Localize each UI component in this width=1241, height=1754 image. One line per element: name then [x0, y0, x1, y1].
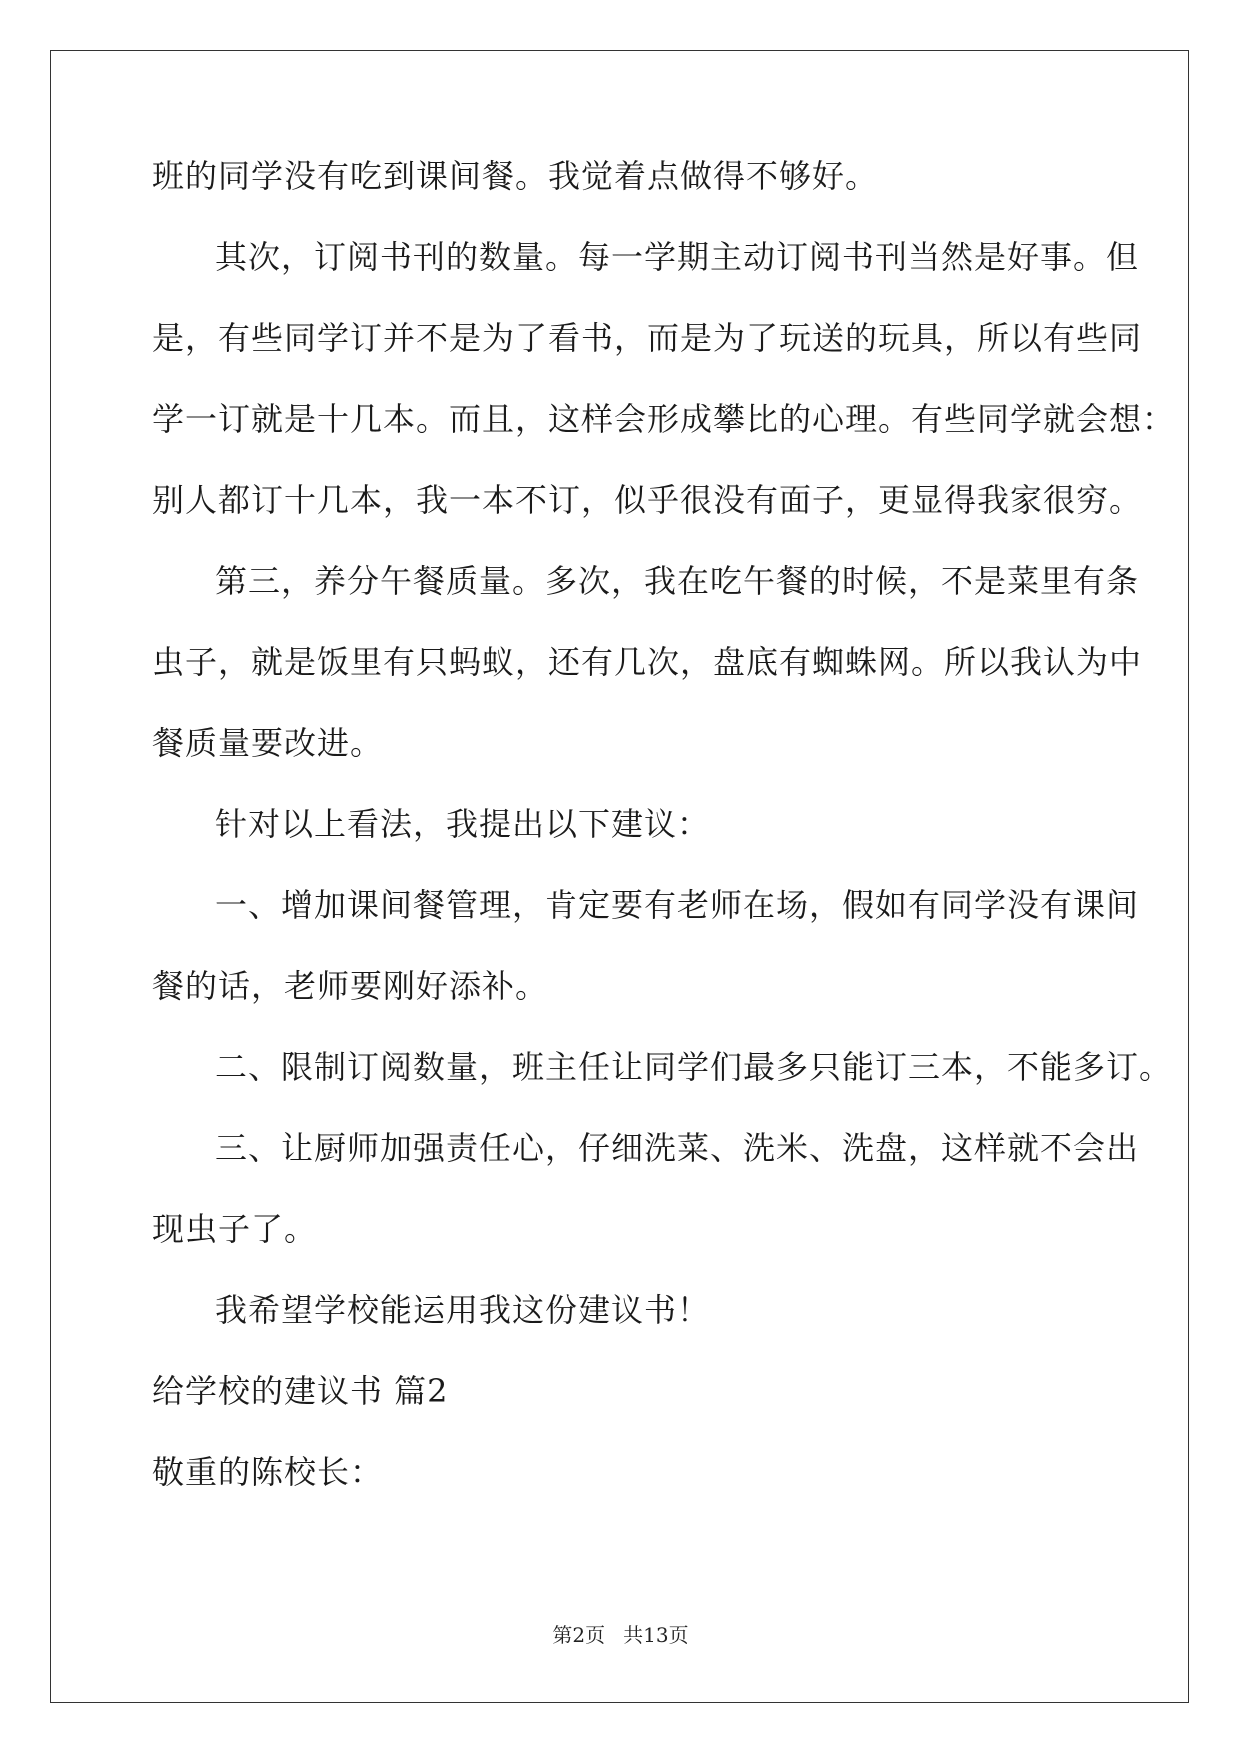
page-footer — [0, 1622, 1241, 1648]
page-total: 共13页 — [623, 1623, 689, 1647]
body-line-4: 学一订就是十几本。而且，这样会形成攀比的心理。有些同学就会想： — [152, 400, 1176, 438]
body-line-7: 虫子，就是饭里有只蚂蚁，还有几次，盘底有蜘蛛网。所以我认为中 — [152, 643, 1143, 681]
salutation: 敬重的陈校长： — [152, 1453, 384, 1491]
body-line-10: 一、增加课间餐管理，肯定要有老师在场，假如有同学没有课间 — [215, 886, 1140, 924]
body-line-1: 班的同学没有吃到课间餐。我觉着点做得不够好。 — [152, 157, 879, 195]
body-line-9: 针对以上看法，我提出以下建议： — [215, 805, 711, 843]
section-heading: 给学校的建议书 篇2 — [152, 1372, 449, 1410]
body-line-12: 二、限制订阅数量，班主任让同学们最多只能订三本，不能多订。 — [215, 1048, 1173, 1086]
body-line-2: 其次，订阅书刊的数量。每一学期主动订阅书刊当然是好事。但 — [215, 238, 1140, 276]
body-line-15: 我希望学校能运用我这份建议书！ — [215, 1291, 711, 1329]
page-number: 第2页 — [552, 1623, 606, 1647]
body-line-5: 别人都订十几本，我一本不订，似乎很没有面子，更显得我家很穷。 — [152, 481, 1143, 519]
body-line-3: 是，有些同学订并不是为了看书，而是为了玩送的玩具，所以有些同 — [152, 319, 1143, 357]
body-line-13: 三、让厨师加强责任心，仔细洗菜、洗米、洗盘，这样就不会出 — [215, 1129, 1140, 1167]
body-line-6: 第三，养分午餐质量。多次，我在吃午餐的时候，不是菜里有条 — [215, 562, 1140, 600]
body-line-14: 现虫子了。 — [152, 1210, 318, 1248]
body-line-8: 餐质量要改进。 — [152, 724, 384, 762]
body-line-11: 餐的话，老师要刚好添补。 — [152, 967, 549, 1005]
